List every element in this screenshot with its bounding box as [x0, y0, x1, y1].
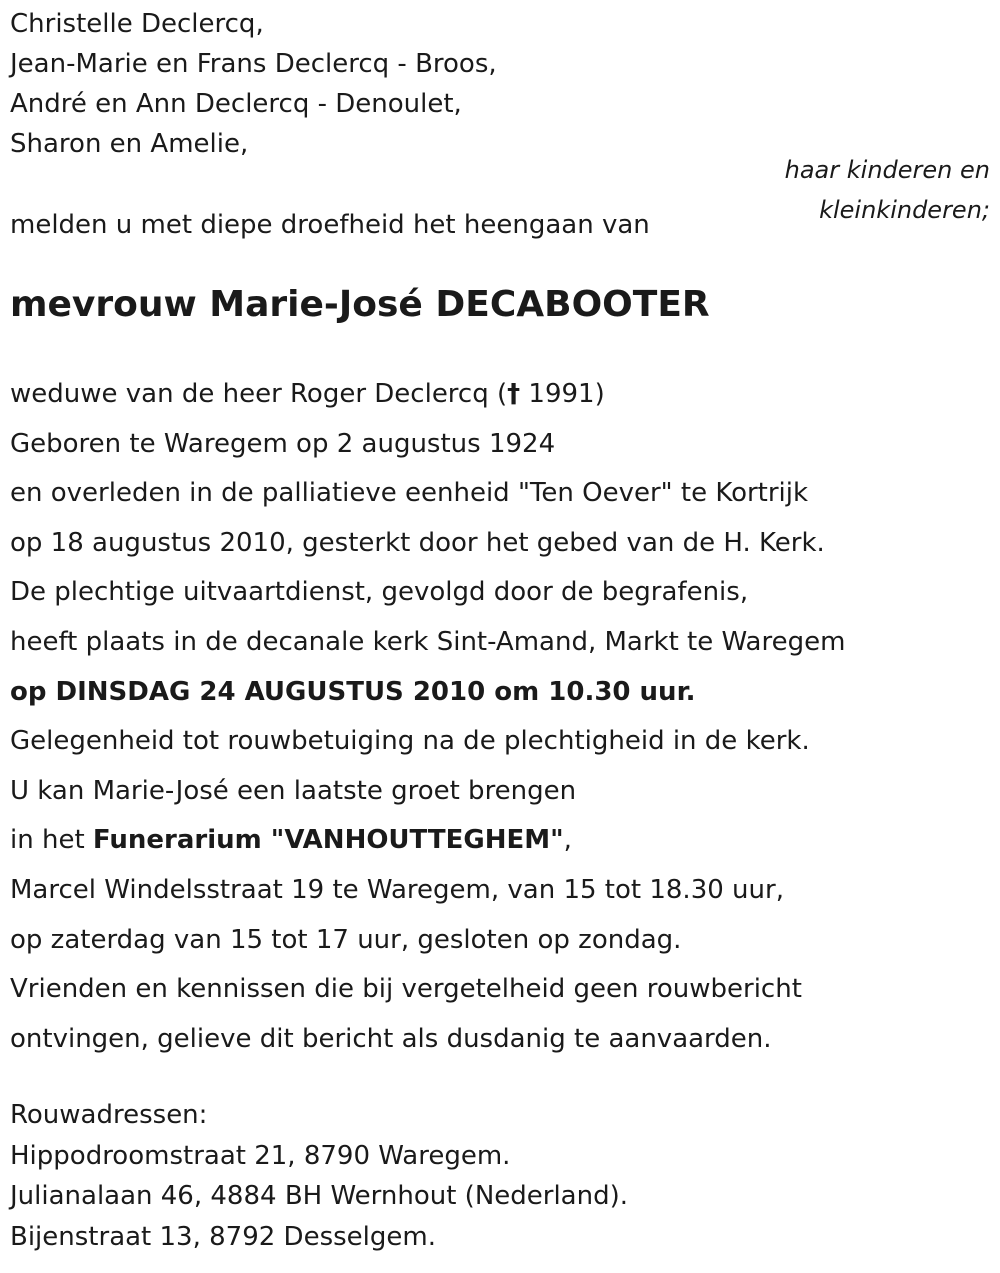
- address-item: Julianalaan 46, 4884 BH Wernhout (Nederland).: [10, 1181, 629, 1211]
- family-line: Jean-Marie en Frans Declercq - Broos,: [10, 49, 497, 79]
- deceased-name: mevrouw Marie-José DECABOOTER: [10, 284, 710, 325]
- greeting-intro-line: U kan Marie-José een laatste groet brengen: [10, 775, 577, 806]
- service-intro-line: De plechtige uitvaartdienst, gevolgd door de begrafenis,: [10, 577, 749, 608]
- funerarium-name: Funerarium "VANHOUTTEGHEM": [92, 825, 564, 856]
- condolence-line: Gelegenheid tot rouwbetuiging na de plechtigheid in de kerk.: [10, 726, 810, 757]
- address-item: Bijenstraat 13, 8792 Desselgem.: [10, 1221, 436, 1252]
- announcement-text: melden u met diepe droefheid het heengaan van: [10, 210, 650, 240]
- family-line: Sharon en Amelie,: [10, 129, 249, 159]
- funerarium-prefix: in het: [10, 825, 93, 856]
- addresses-block: [10, 1095, 628, 1257]
- family-line: André en Ann Declercq - Denoulet,: [10, 89, 462, 119]
- widow-line: [10, 370, 845, 420]
- visiting-hours-line: op zaterdag van 15 tot 17 uur, gesloten op zondag.: [10, 924, 682, 955]
- note-line: Vrienden en kennissen die bij vergetelheid geen rouwbericht: [10, 974, 802, 1005]
- addresses-heading: Rouwadressen:: [10, 1100, 208, 1130]
- relation-line: kleinkinderen;: [819, 196, 990, 224]
- address-item: Hippodroomstraat 21, 8790 Waregem.: [10, 1140, 511, 1171]
- service-place-line: heeft plaats in de decanale kerk Sint-Amand, Markt te Waregem: [10, 626, 846, 657]
- funerarium-suffix: ,: [563, 825, 572, 856]
- widow-prefix: weduwe van de heer Roger Declercq (: [10, 379, 508, 409]
- born-line: Geboren te Waregem op 2 augustus 1924: [10, 428, 556, 459]
- relation-note: [730, 150, 990, 230]
- family-list: [10, 4, 497, 164]
- cross-icon: †: [507, 379, 521, 409]
- family-line: Christelle Declercq,: [10, 9, 264, 39]
- funerarium-line: [10, 816, 845, 866]
- died-place-line: en overleden in de palliatieve eenheid "Ten Oever" te Kortrijk: [10, 478, 809, 509]
- died-date-line: op 18 augustus 2010, gesterkt door het gebed van de H. Kerk.: [10, 527, 825, 558]
- widow-suffix: 1991): [520, 379, 605, 409]
- service-datetime-line: op DINSDAG 24 AUGUSTUS 2010 om 10.30 uur.: [10, 676, 696, 707]
- note-line: ontvingen, gelieve dit bericht als dusdanig te aanvaarden.: [10, 1023, 772, 1054]
- funerarium-address-line: Marcel Windelsstraat 19 te Waregem, van 15 tot 18.30 uur,: [10, 874, 784, 905]
- details-block: [10, 370, 845, 1064]
- relation-line: haar kinderen en: [784, 156, 990, 184]
